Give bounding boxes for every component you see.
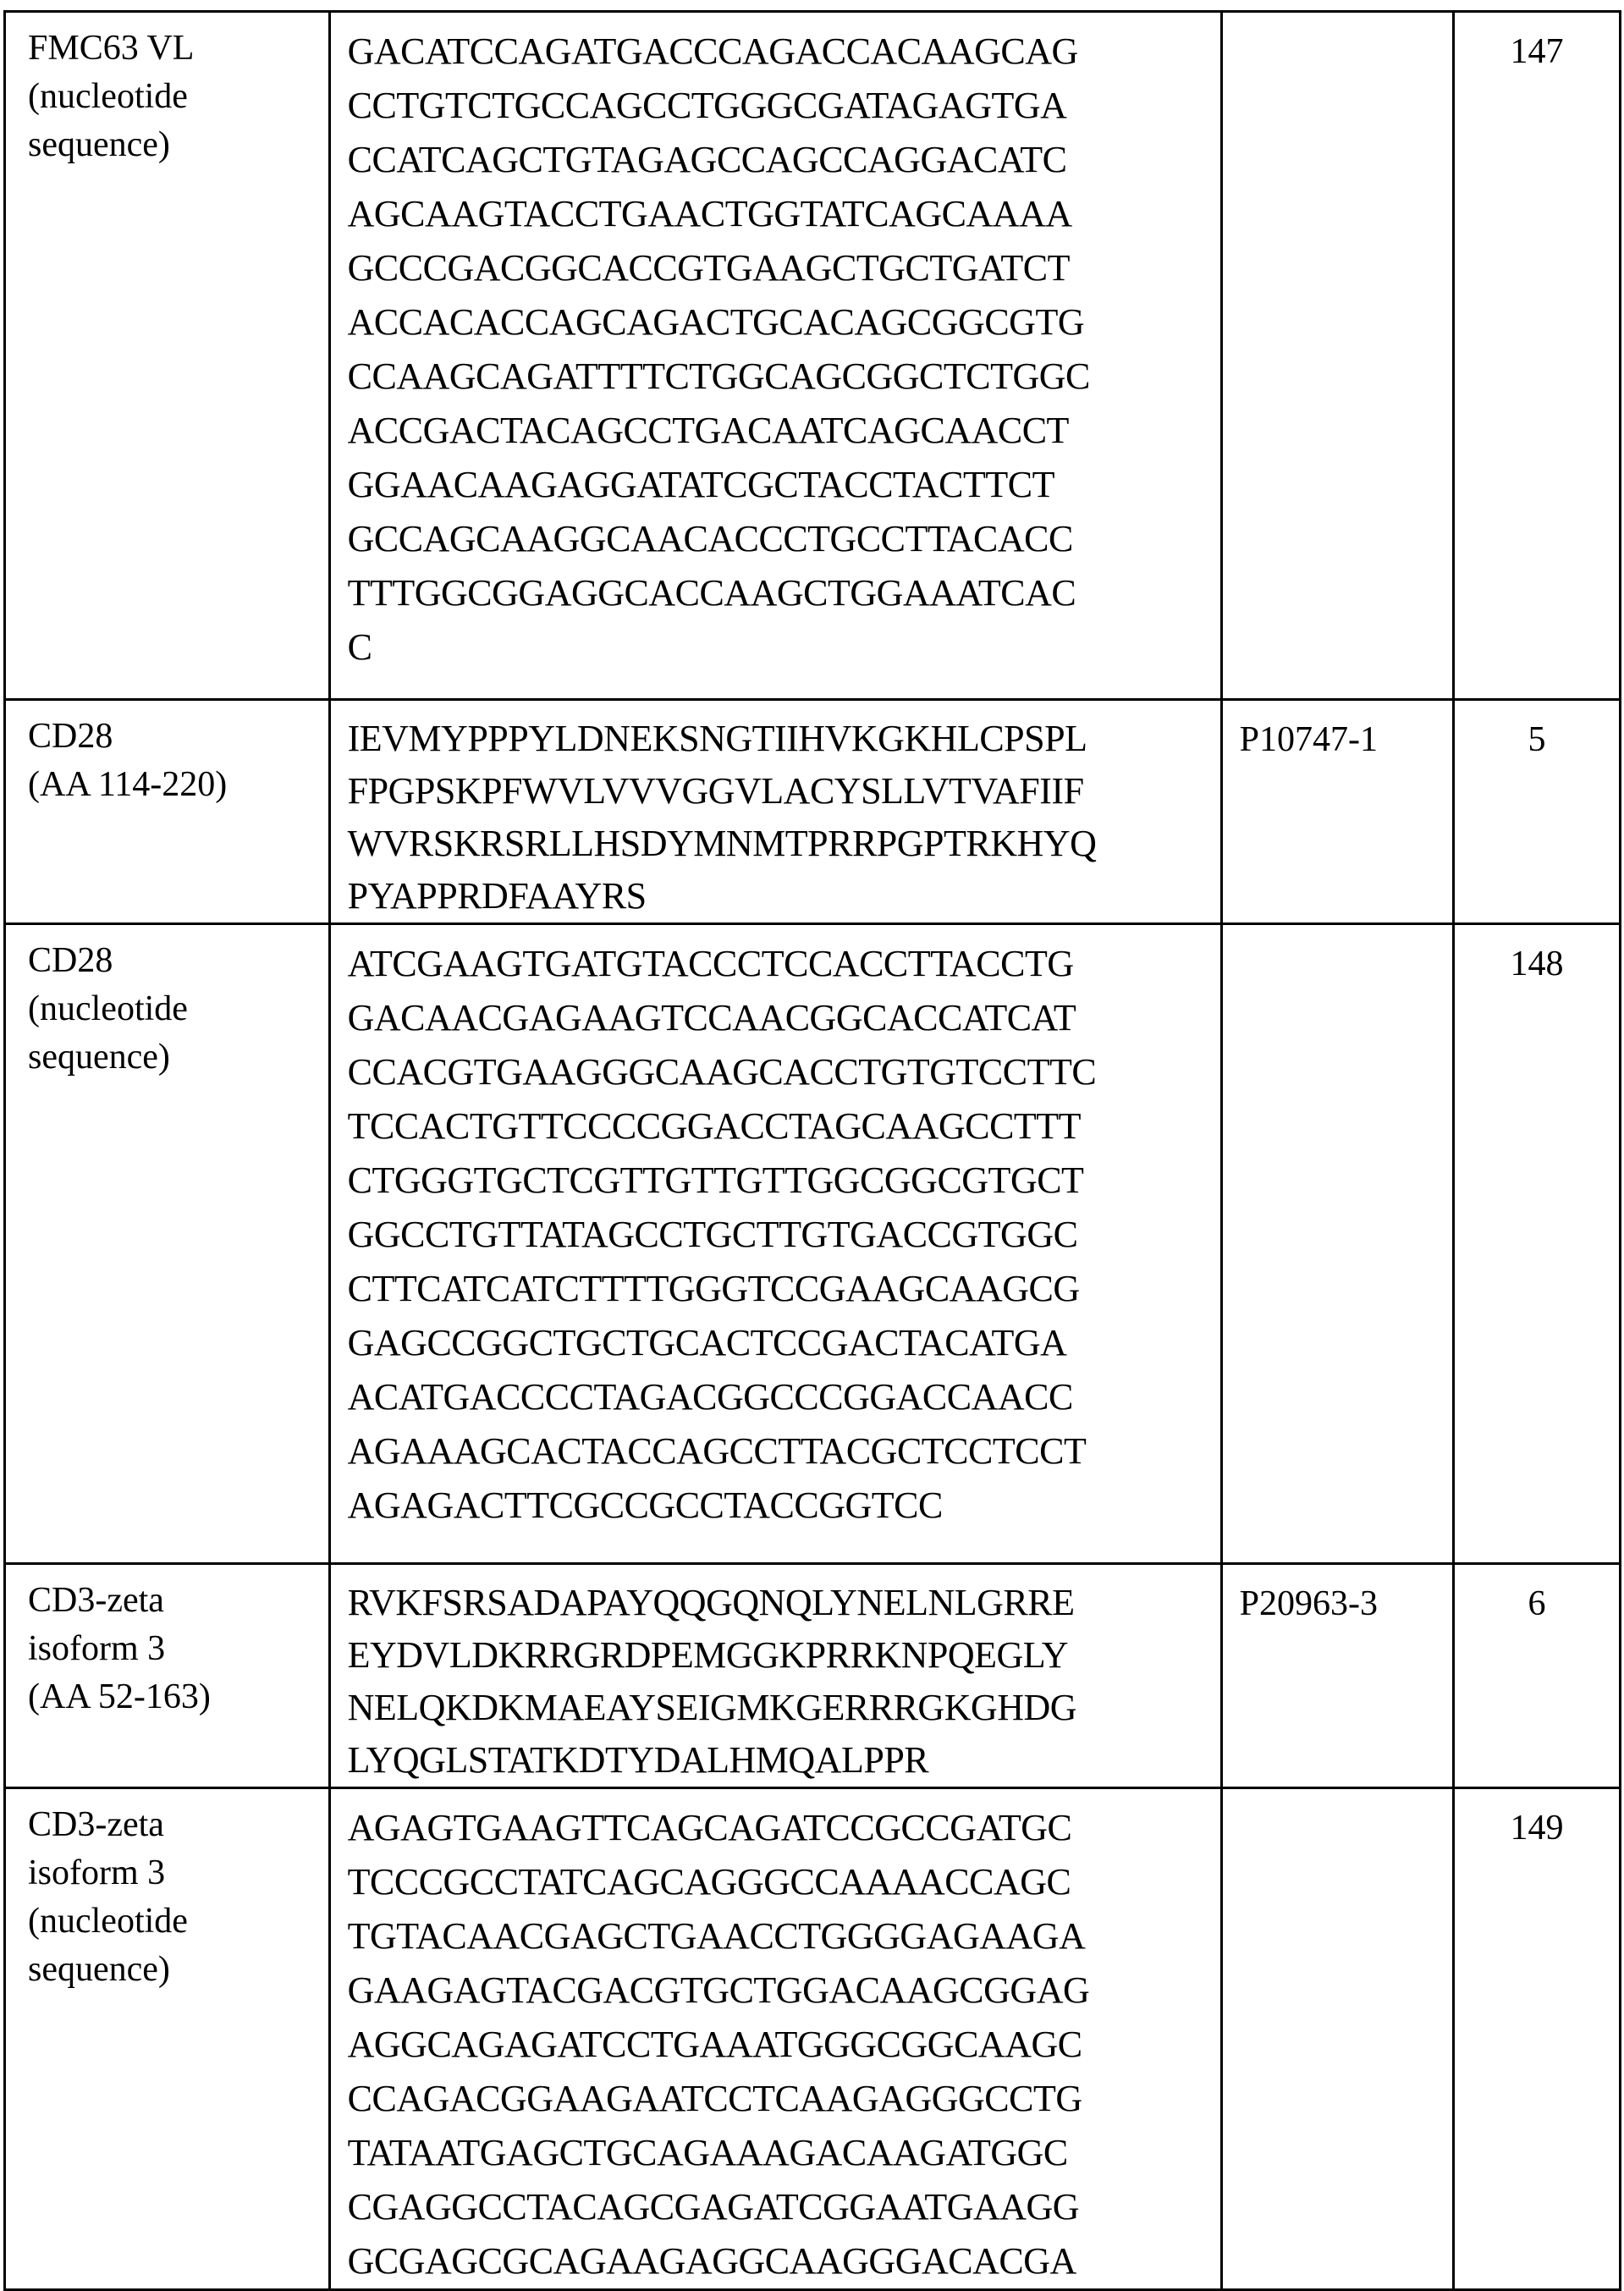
seq-id-cell [1454,12,1621,700]
sequence-line: CCACGTGAAGGGCAAGCACCTGTGTCCTTC [348,1045,1208,1099]
seq-id-text: 149 [1511,1809,1564,1848]
seq-id-cell [1454,700,1621,924]
sequence-line: AGAGTGAAGTTCAGCAGATCCGCCGATGC [348,1801,1208,1855]
seq-id-text: 6 [1528,1584,1546,1623]
accession-cell [1221,700,1453,924]
accession-text: P20963-3 [1240,1584,1378,1623]
sequence-line: PYAPPRDFAAYRS [348,870,1208,922]
sequence-name-line: (nucleotide [28,1897,317,1946]
sequence-line: GGAACAAGAGGATATCGCTACCTACTTCT [348,458,1208,512]
sequence-line: GGCCTGTTATAGCCTGCTTGTGACCGTGGC [348,1208,1208,1262]
sequence-line: RVKFSRSADAPAYQQGQNQLYNELNLGRRE [348,1577,1208,1629]
accession-text: P10747-1 [1240,720,1378,759]
sequence-line: GAAGAGTACGACGTGCTGGACAAGCGGAG [348,1963,1208,2018]
sequence-line: CCATCAGCTGTAGAGCCAGCCAGGACATC [348,133,1208,187]
sequence-name-line: (nucleotide [28,985,317,1033]
sequence-name-line: CD28 [28,937,317,985]
sequence-line: ACATGACCCCTAGACGGCCCGGACCAACC [348,1370,1208,1424]
sequence-line: ATCGAAGTGATGTACCCTCCACCTTACCTG [348,937,1208,991]
sequence-line: NELQKDKMAEAYSEIGMKGERRRGKGHDG [348,1682,1208,1734]
sequence-line: GAGCCGGCTGCTGCACTCCGACTACATGA [348,1316,1208,1370]
sequence-name-line: sequence) [28,1033,317,1082]
sequence-line: CTTCATCATCTTTTGGGTCCGAAGCAAGCG [348,1262,1208,1316]
sequence-line: WVRSKRSRLLHSDYMNMTPRRPGPTRKHYQ [348,818,1208,870]
sequence-line: CCAGACGGAAGAATCCTCAAGAGGGCCTG [348,2072,1208,2126]
sequence-cell [329,700,1221,924]
sequence-cell [329,12,1221,700]
sequence-line: AGAAAGCACTACCAGCCTTACGCTCCTCCT [348,1424,1208,1479]
sequence-name-cell [5,700,330,924]
sequence-line: TTTGGCGGAGGCACCAAGCTGGAAATCAC [348,566,1208,620]
sequence-cell [329,1564,1221,1788]
sequence-line: GACAACGAGAAGTCCAACGGCACCATCAT [348,991,1208,1045]
sequence-name-cell [5,924,330,1564]
table-row [5,700,1621,924]
sequence-table [3,10,1621,2291]
sequence-line: GCCCGACGGCACCGTGAAGCTGCTGATCT [348,241,1208,295]
sequence-name-line: sequence) [28,1946,317,1994]
seq-id-cell [1454,1564,1621,1788]
sequence-name-line: CD3-zeta [28,1577,317,1625]
sequence-line: EYDVLDKRRGRDPEMGGKPRRKNPQEGLY [348,1629,1208,1682]
sequence-line: AGCAAGTACCTGAACTGGTATCAGCAAAA [348,187,1208,241]
accession-cell [1221,1788,1453,2290]
sequence-name-line: (AA 52-163) [28,1673,317,1721]
accession-cell [1221,924,1453,1564]
sequence-line: GCGAGCGCAGAAGAGGCAAGGGACACGA [348,2234,1208,2288]
sequence-cell [329,1788,1221,2290]
sequence-line: AGAGACTTCGCCGCCTACCGGTCC [348,1479,1208,1533]
sequence-name-line: FMC63 VL [28,25,317,73]
sequence-line: TATAATGAGCTGCAGAAAGACAAGATGGC [348,2126,1208,2180]
sequence-line: ACCACACCAGCAGACTGCACAGCGGCGTG [348,295,1208,350]
sequence-line: ACCGACTACAGCCTGACAATCAGCAACCT [348,404,1208,458]
seq-id-text: 147 [1511,32,1564,71]
seq-id-cell [1454,924,1621,1564]
sequence-name-cell [5,1788,330,2290]
sequence-line: CCTGTCTGCCAGCCTGGGCGATAGAGTGA [348,79,1208,133]
seq-id-text: 5 [1528,720,1546,759]
sequence-name-cell [5,1564,330,1788]
sequence-line: LYQGLSTATKDTYDALHMQALPPR [348,1734,1208,1787]
sequence-name-line: (AA 114-220) [28,761,317,809]
table-row [5,12,1621,700]
sequence-line: TCCACTGTTCCCCGGACCTAGCAAGCCTTT [348,1099,1208,1154]
table-row [5,924,1621,1564]
sequence-line: TCCCGCCTATCAGCAGGGCCAAAACCAGC [348,1855,1208,1909]
table-row [5,1788,1621,2290]
sequence-line: GCCAGCAAGGCAACACCCTGCCTTACACC [348,512,1208,566]
sequence-line: FPGPSKPFWVLVVVGGVLACYSLLVTVAFIIF [348,765,1208,818]
accession-cell [1221,1564,1453,1788]
sequence-name-line: CD28 [28,713,317,761]
sequence-name-line: isoform 3 [28,1849,317,1897]
sequence-line: AGGCAGAGATCCTGAAATGGGCGGCAAGC [348,2018,1208,2072]
sequence-cell [329,924,1221,1564]
sequence-line: CTGGGTGCTCGTTGTTGTTGGCGGCGTGCT [348,1154,1208,1208]
sequence-line: CCAAGCAGATTTTCTGGCAGCGGCTCTGGC [348,350,1208,404]
sequence-name-line: (nucleotide [28,73,317,121]
table-row [5,1564,1621,1788]
accession-cell [1221,12,1453,700]
sequence-line: C [348,620,1208,675]
sequence-name-line: sequence) [28,121,317,169]
sequence-name-line: isoform 3 [28,1625,317,1673]
sequence-name-line: CD3-zeta [28,1801,317,1849]
sequence-name-cell [5,12,330,700]
sequence-line: CGAGGCCTACAGCGAGATCGGAATGAAGG [348,2180,1208,2234]
seq-id-cell [1454,1788,1621,2290]
sequence-line: GACATCCAGATGACCCAGACCACAAGCAG [348,25,1208,79]
seq-id-text: 148 [1511,944,1564,983]
sequence-line: TGTACAACGAGCTGAACCTGGGGAGAAGA [348,1909,1208,1963]
sequence-line: IEVMYPPPYLDNEKSNGTIIHVKGKHLCPSPL [348,713,1208,765]
